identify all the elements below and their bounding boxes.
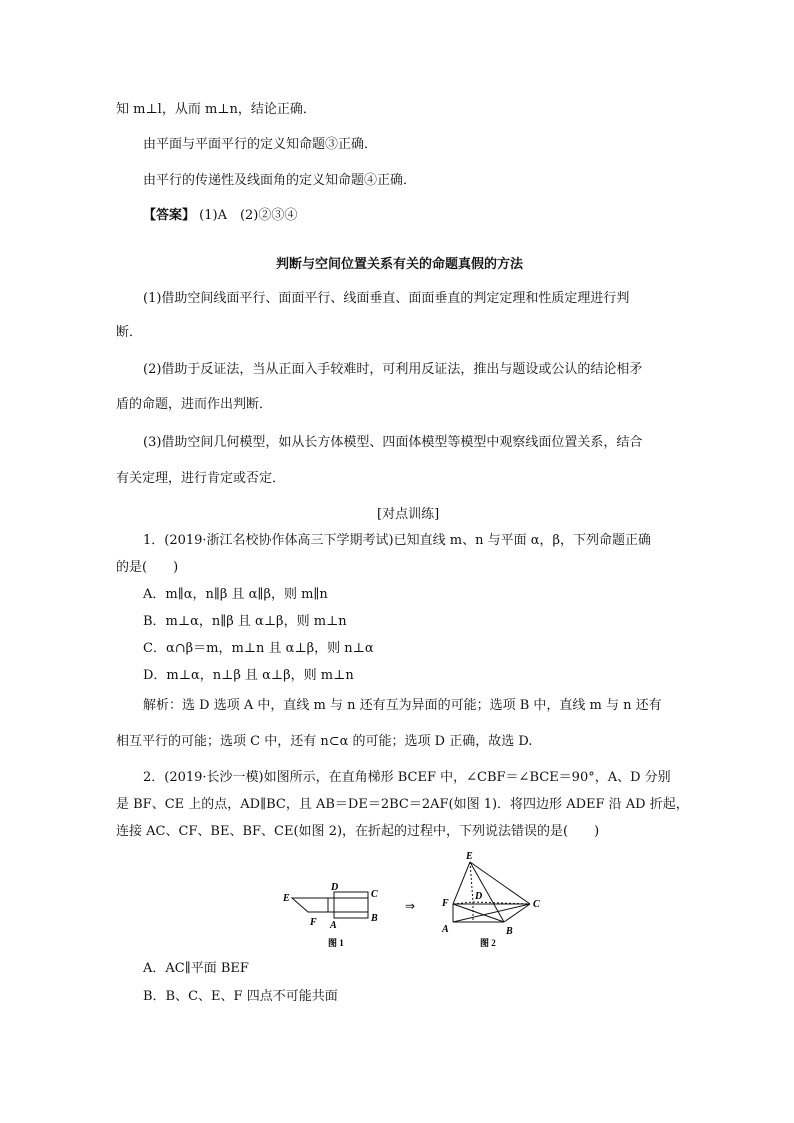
question-1-option-a: A．m∥α，n∥β 且 α∥β，则 m∥n (143, 587, 328, 602)
question-2-stem-c: 连接 AC、CF、BE、BF、CE(如图 2)，在折起的过程中，下列说法错误的是( ) (116, 824, 600, 839)
answer-value: (1)A (2)②③④ (199, 208, 298, 223)
figure-1-rect-right (334, 892, 368, 918)
figure-1 (282, 882, 378, 948)
method-3b: 有关定理，进行肯定或否定． (116, 471, 286, 486)
figure-2-label-d: D (475, 891, 483, 902)
figure-2-label-c: C (533, 899, 540, 910)
figure-2-label-e: E (466, 851, 473, 862)
question-1-option-c: C．α∩β＝m，m⊥n 且 α⊥β，则 n⊥α (143, 641, 374, 656)
answer-line (143, 207, 297, 225)
figure-2-label-b: B (506, 926, 513, 937)
figure-1-label-b: B (371, 913, 378, 924)
solution-1a: 解析：选 D 选项 A 中，直线 m 与 n 还有互为异面的可能；选项 B 中，直线 m 与 n 还有 (143, 698, 662, 713)
question-2-stem-b: 是 BF、CE 上的点，AD∥BC，且 AB＝DE＝2BC＝2AF(如图 1)．将四边形 ADEF 沿 AD 折起， (116, 797, 689, 812)
method-2a: (2)借助于反证法，当从正面入手较难时，可利用反证法，推出与题设或公认的结论相矛 (143, 362, 643, 377)
method-3a: (3)借助空间几何模型，如从长方体模型、四面体模型等模型中观察线面位置关系，结合 (143, 435, 643, 450)
figure-2-edge-ed (470, 862, 473, 902)
figure-2-edge-ef (453, 862, 470, 904)
question-2-stem-a: 2．(2019·长沙一模)如图所示，在直角梯形 BCEF 中，∠CBF＝∠BCE＝90°，A、D 分别 (143, 770, 671, 785)
question-1-stem-b: 的是( ) (116, 560, 179, 575)
text-line-3: 由平行的传递性及线面角的定义知命题④正确． (143, 173, 417, 188)
figure-1-label-f: F (310, 917, 317, 928)
figure-2-label-f: F (442, 898, 449, 909)
solution-1b: 相互平行的可能；选项 C 中，还有 n⊂α 的可能；选项 D 正确，故选 D. (116, 734, 533, 749)
method-2b: 盾的命题，进而作出判断． (116, 397, 273, 412)
figure-2-caption: 图 2 (480, 938, 496, 948)
question-1-option-b: B．m⊥α，n∥β 且 α⊥β，则 m⊥n (143, 614, 347, 629)
question-2-figures (270, 848, 570, 952)
figure-1-trapezoid (292, 898, 328, 912)
question-2-option-a: A．AC∥平面 BEF (143, 961, 249, 976)
method-title: 判断与空间位置关系有关的命题真假的方法 (276, 257, 524, 272)
text-line-2: 由平面与平面平行的定义知命题③正确． (143, 137, 378, 152)
figure-1-label-e: E (283, 893, 290, 904)
figure-2-label-a: A (442, 924, 449, 935)
question-1-option-d: D．m⊥α，n⊥β 且 α⊥β，则 m⊥n (143, 668, 354, 683)
figure-2-edge-ac (453, 904, 530, 922)
answer-label: 【答案】 (143, 208, 196, 223)
text-line-1: 知 m⊥l，从而 m⊥n，结论正确． (116, 102, 316, 117)
question-1-stem-a: 1．(2019·浙江名校协作体高三下学期考试)已知直线 m、n 与平面 α，β，下列命题正确 (143, 533, 652, 548)
figure-1-label-a: A (330, 920, 337, 931)
question-2-option-b: B．B、C、E、F 四点不可能共面 (143, 989, 338, 1004)
figure-1-caption: 图 1 (328, 938, 344, 948)
training-title: [对点训练] (377, 507, 440, 522)
figure-1-label-d: D (331, 882, 339, 893)
method-1b: 断． (116, 325, 143, 340)
figure-2-edge-fb (453, 904, 504, 922)
transform-arrow: ⇒ (405, 899, 416, 913)
method-1a: (1)借助空间线面平行、面面平行、线面垂直、面面垂直的判定定理和性质定理进行判 (143, 291, 630, 306)
figure-1-label-c: C (371, 889, 378, 900)
figure-2 (441, 851, 540, 948)
